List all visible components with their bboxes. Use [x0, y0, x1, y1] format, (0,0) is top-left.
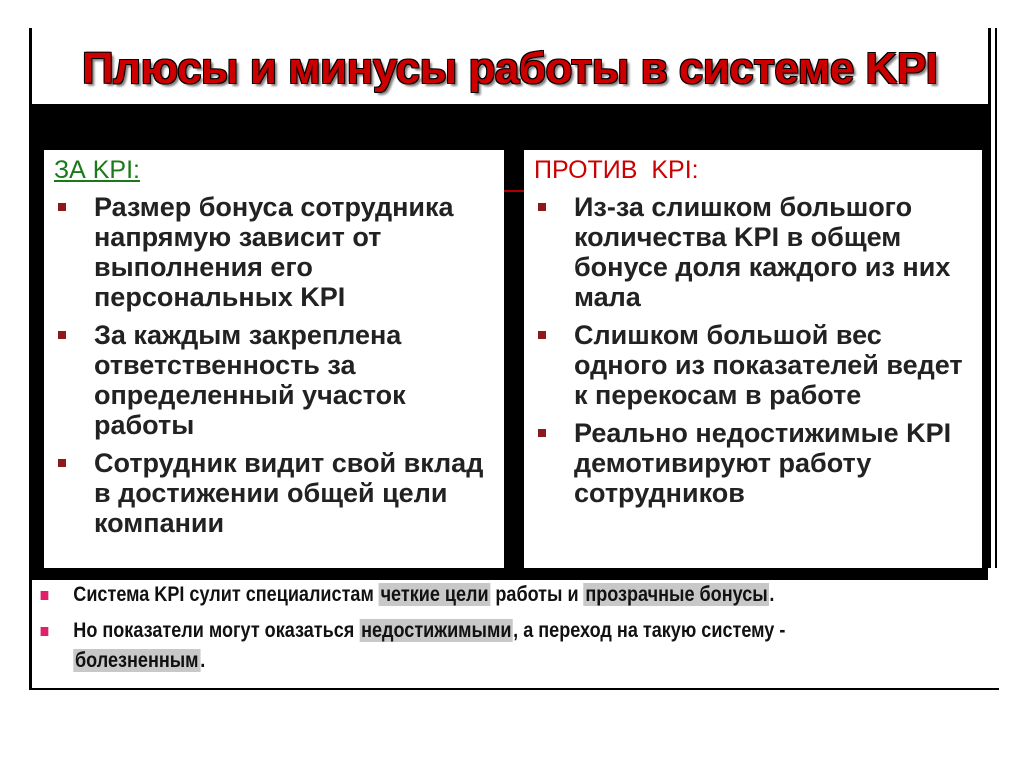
list-item-text: За каждым закреплена ответственность за определенный участок работы [94, 320, 406, 440]
square-bullet-icon [538, 331, 546, 339]
summary-text: Система KPI сулит специалистам [73, 583, 379, 606]
column-divider [504, 150, 524, 580]
list-item [534, 192, 976, 312]
summary-line-2 [32, 616, 1002, 676]
square-bullet-icon [58, 203, 66, 211]
pros-column [44, 150, 504, 580]
square-bullet-icon [58, 331, 66, 339]
square-bullet-icon [58, 459, 66, 467]
list-item [54, 192, 498, 312]
square-bullet-icon [538, 429, 546, 437]
list-item [54, 448, 498, 538]
list-item [534, 320, 976, 410]
pros-list [54, 192, 498, 546]
list-item [54, 320, 498, 440]
summary-highlight: недостижимыми [361, 619, 512, 642]
square-bullet-icon [41, 627, 49, 636]
list-item-text: Из-за слишком большого количества KPI в общем бонусе доля каждого из них мала [574, 192, 951, 312]
summary-text: работы и [490, 583, 584, 606]
frame-bottom-line [29, 688, 999, 690]
slide-title: Плюсы и минусы работы в системе KPI [82, 44, 938, 93]
cons-column [524, 150, 982, 580]
list-item-text: Сотрудник видит свой вклад в достижении общей цели компании [94, 448, 484, 538]
left-border [32, 150, 44, 580]
pros-heading: ЗА KPI: [54, 156, 140, 184]
summary-line-1 [32, 580, 1002, 610]
square-bullet-icon [538, 203, 546, 211]
list-item [534, 418, 976, 508]
summary-block [32, 580, 988, 676]
list-item-text: Размер бонуса сотрудника напрямую зависит от выполнения его персональных KPI [94, 192, 454, 312]
summary-text: , а переход на такую систему - [513, 619, 786, 642]
frame-right-line [988, 28, 991, 568]
summary-highlight: прозрачные бонусы [585, 583, 768, 606]
summary-text: Но показатели могут оказаться [73, 619, 360, 642]
summary-highlight: болезненным [75, 649, 199, 672]
cons-list [534, 192, 976, 516]
list-item-text: Слишком большой вес одного из показателей ведет к перекосам в работе [574, 320, 963, 410]
summary-text: . [200, 649, 206, 672]
frame-right-line-2 [995, 28, 997, 568]
cons-heading: ПРОТИВ KPI: [534, 156, 699, 184]
square-bullet-icon [41, 591, 49, 600]
summary-text: . [769, 583, 775, 606]
title-band [32, 104, 988, 150]
divider-accent [504, 190, 524, 192]
right-border [982, 150, 988, 580]
summary-highlight: четкие цели [380, 583, 489, 606]
list-item-text: Реально недостижимые KPI демотивируют работу сотрудников [574, 418, 952, 508]
